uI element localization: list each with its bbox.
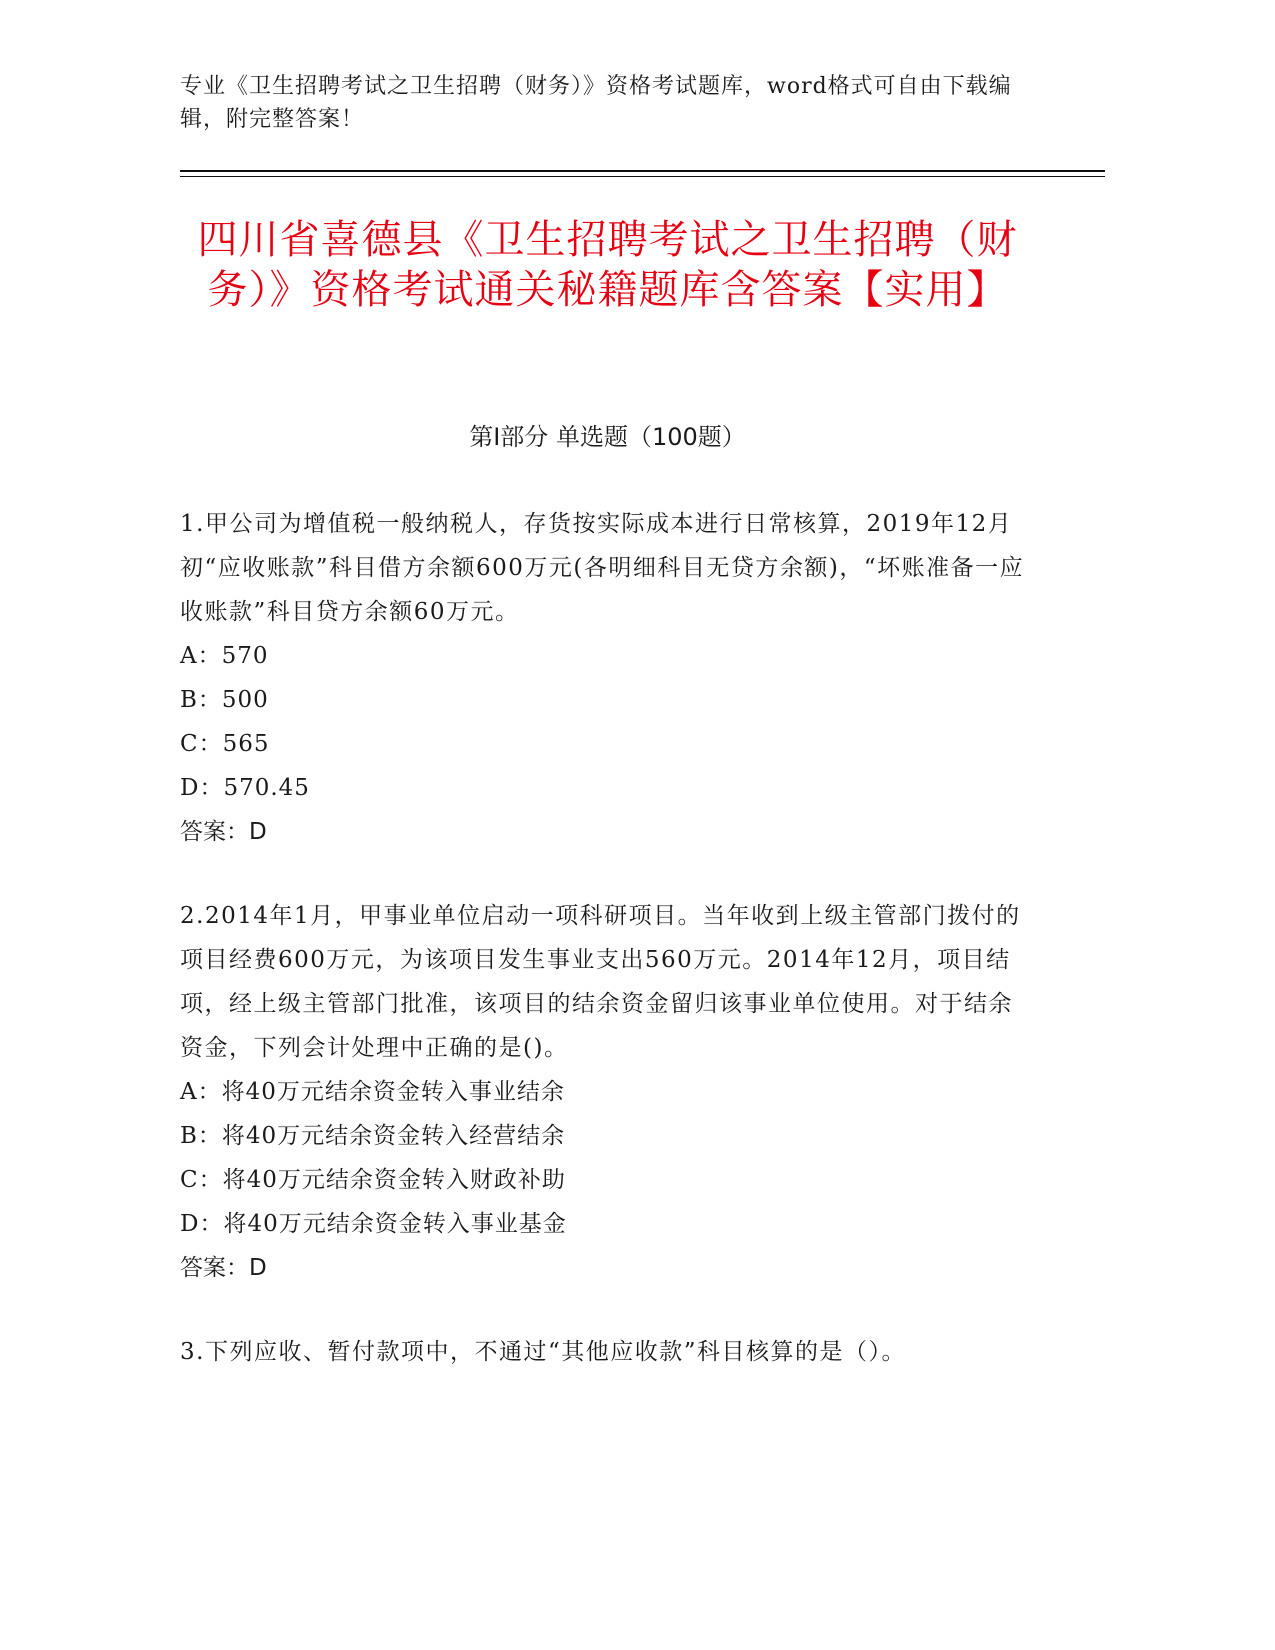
section-heading: 第Ⅰ部分 单选题（100题） [469,423,746,451]
question-2 [180,894,1025,1290]
option-c: C：565 [180,731,270,757]
question-3 [180,1330,1025,1374]
option-b: B：将40万元结余资金转入经营结余 [180,1123,566,1149]
header-divider-thick [180,170,1105,172]
header-note: 专业《卫生招聘考试之卫生招聘（财务）》资格考试题库，word格式可自由下载编辑，附完整答案！ [180,74,1012,132]
header-divider-thin [180,176,1105,177]
question-stem: 2.2014年1月，甲事业单位启动一项科研项目。当年收到上级主管部门拨付的项目经费600万元，为该项目发生事业支出560万元。2014年12月，项目结项，经上级主管部门批准，该项目的结余资金留归该事业单位使用。对于结余资金，下列会计处理中正确的是()。 [180,903,1021,1061]
document-title: 四川省喜德县《卫生招聘考试之卫生招聘（财务）》资格考试通关秘籍题库含答案【实用】 [197,217,1018,313]
option-a: A：将40万元结余资金转入事业结余 [180,1079,565,1105]
question-1 [180,502,1025,854]
option-a: A：570 [180,643,269,669]
question-stem: 3.下列应收、暂付款项中，不通过“其他应收款”科目核算的是（）。 [180,1339,906,1365]
answer: 答案：D [180,1255,267,1281]
option-c: C：将40万元结余资金转入财政补助 [180,1167,566,1193]
option-d: D：570.45 [180,775,310,801]
option-d: D：将40万元结余资金转入事业基金 [180,1211,567,1237]
question-stem: 1.甲公司为增值税一般纳税人，存货按实际成本进行日常核算，2019年12月初“应收账款”科目借方余额600万元(各明细科目无贷方余额)，“坏账准备一应收账款”科目贷方余额60万元。 [180,511,1025,625]
option-b: B：500 [180,687,269,713]
answer: 答案：D [180,819,267,845]
